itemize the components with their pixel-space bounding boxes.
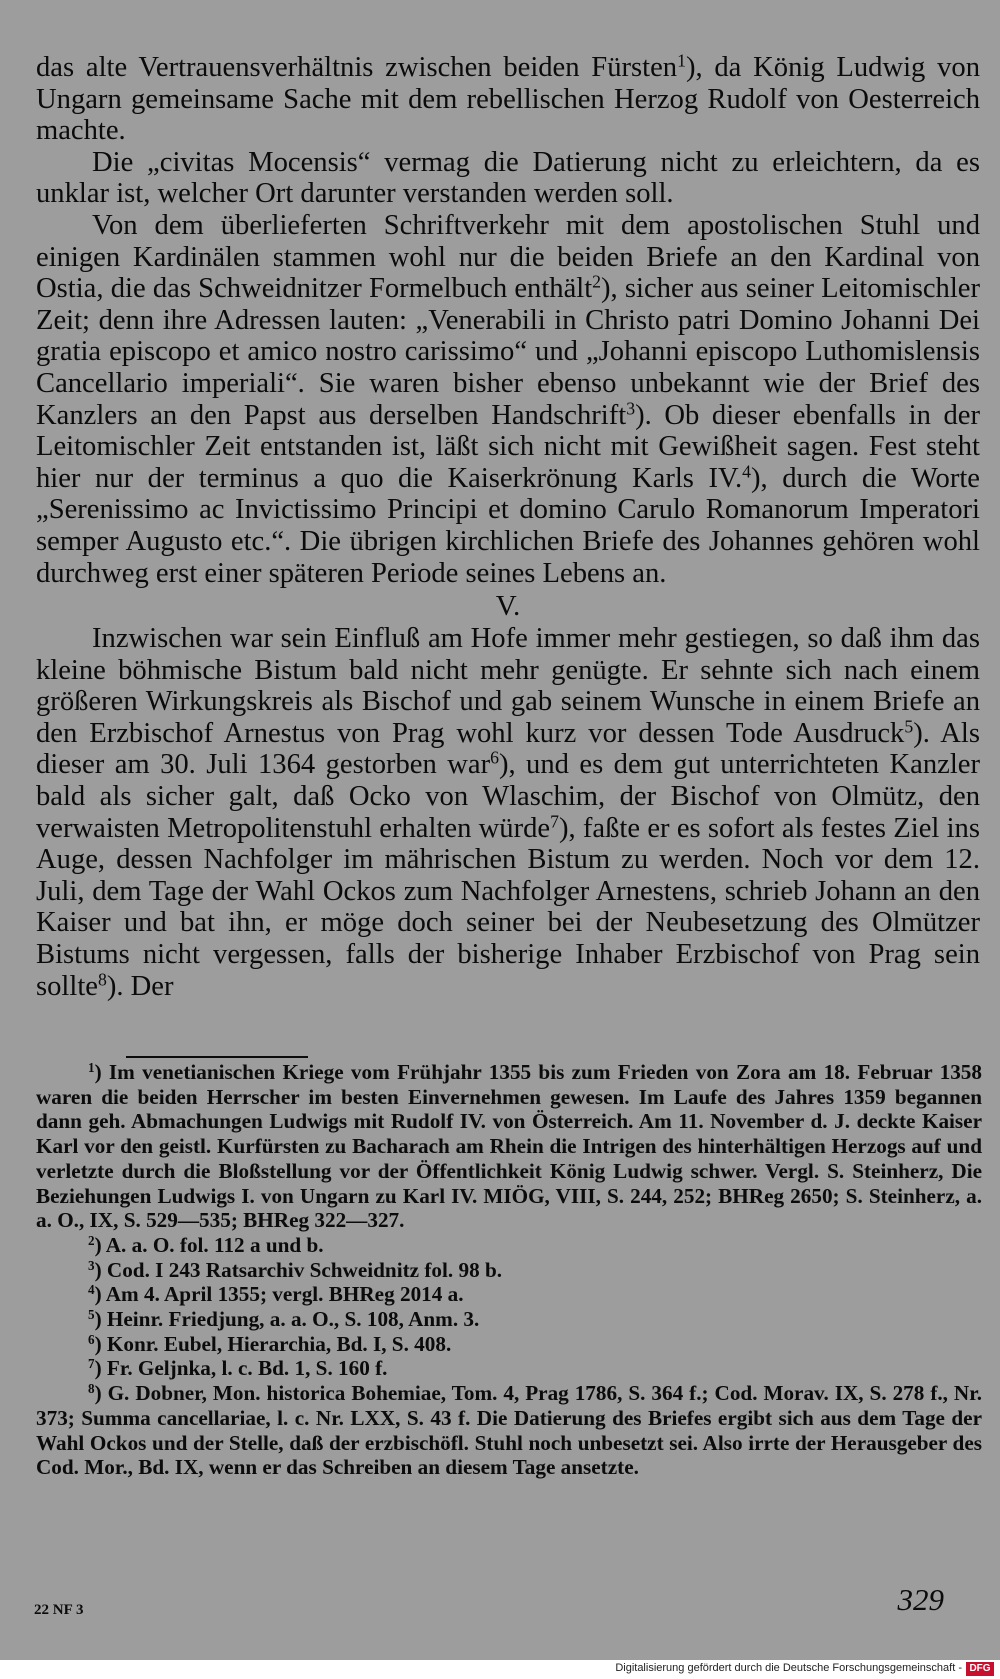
footnote-marker: 5 <box>88 1306 95 1322</box>
dfg-logo-icon: DFG <box>966 1662 994 1676</box>
footnotes <box>36 1060 982 1480</box>
footnote: $^1$) Im venetianischen Kriege vom Frühjahr 1355 bis zum Frieden von Zora am 18. Februar 1358 waren die beiden Herrscher im besten Einvernehmen gewesen. Im Laufe des Jahres 1359 begannen dann geh. Abmachungen Ludwigs mit Rudolf IV. von Österreich. Am 11. November d. J. deckte Kaiser Karl vor den geistl. Kurfürsten zu Bacharach am Rhein die Intrigen des hinterhältigen Herzogs auf und verletzte durch die Bloßstellung vor der Öffentlichkeit König Ludwig schwer. Vergl. S. Steinherz, Die Beziehungen Ludwigs I. von Ungarn zu Karl IV. MIÖG, VIII, S. 244, 252; BHReg 2650; S. Steinherz, a. a. O., IX, S. 529—535; BHReg 322—327. <box>36 1059 982 1233</box>
footnote-marker: 8 <box>88 1380 95 1396</box>
footnote: $^7$) Fr. Geljnka, l. c. Bd. 1, S. 160 f. <box>88 1356 388 1381</box>
section-heading: V. <box>495 590 521 623</box>
main-text <box>36 52 980 1002</box>
footnote-marker: 1 <box>88 1059 95 1075</box>
footnote-marker: 2 <box>88 1232 95 1248</box>
page-number: 329 <box>897 1582 944 1617</box>
footnote-marker: 2 <box>592 271 602 292</box>
paragraph: Von dem überlieferten Schriftverkehr mit dem apostolischen Stuhl und einigen Kardinälen stammen wohl nur die beiden Briefe an den Kardinal von Ostia, die das Schweidnitzer Formelbuch enthält$^2$), sicher aus seiner Leitomischler Zeit; denn ihre Adressen lauten: „Venerabili in Christo patri Domino Johanni Dei gratia episcopo et amico nostro carissimo“ und „Johanni episcopo Luthomislensis Cancellario imperiali“. Sie waren bisher ebenso unbekannt wie der Brief des Kanzlers an den Papst aus derselben Handschrift$^3$). Ob dieser ebenfalls in der Leitomischler Zeit entstanden ist, läßt sich nicht mit Gewißheit sagen. Fest steht hier nur der terminus a quo die Kaiserkrönung Karls IV.$^4$), durch die Worte „Serenissimo ac Invictissimo Principi et domino Carulo Romanorum Imperatori semper Augusto etc.“. Die übrigen kirchlichen Briefe des Johannes gehören wohl durchweg erst einer späteren Periode seines Lebens an. <box>36 209 980 589</box>
digitization-credit: Digitalisierung gefördert durch die Deutsche Forschungsgemeinschaft - <box>615 1662 962 1674</box>
footnote: $^4$) Am 4. April 1355; vergl. BHReg 2014 a. <box>88 1282 464 1307</box>
footnote-marker: 6 <box>490 747 499 768</box>
paragraph: Inzwischen war sein Einfluß am Hofe immer mehr gestiegen, so daß ihm das kleine böhmische Bistum bald nicht mehr genügte. Er sehnte sich nach einem größeren Wirkungskreis als Bischof und gab seinem Wunsche in einem Briefe an den Erzbischof Arnestus von Prag wohl kurz vor dessen Tode Ausdruck$^5$). Als dieser am 30. Juli 1364 gestorben war$^6$), und es dem gut unterrichteten Kanzler bald als sicher galt, daß Ocko von Wlaschim, der Bischof von Olmütz, den verwaisten Metropolitenstuhl erhalten würde$^7$), faßte er es sofort als festes Ziel ins Auge, dessen Nachfolger im mährischen Bistum zu werden. Noch vor dem 12. Juli, dem Tage der Wahl Ockos zum Nachfolger Arnestens, schrieb Johann an den Kaiser und bat ihn, er möge doch seiner bei der Neubesetzung des Olmützer Bistums nicht vergessen, falls der bisherige Inhaber Erzbischof von Prag sein sollte$^8$). Der <box>36 623 980 1002</box>
footnote-marker: 4 <box>88 1282 95 1298</box>
footnote-marker: 4 <box>742 460 751 481</box>
digitization-credit-bar <box>0 1660 1000 1679</box>
footnote-marker: 3 <box>88 1257 95 1273</box>
footnote: $^6$) Konr. Eubel, Hierarchia, Bd. I, S. 408. <box>88 1331 452 1356</box>
footnote-marker: 6 <box>88 1331 95 1347</box>
paragraph: das alte Vertrauensverhältnis zwischen beiden Fürsten$^1$), da König Ludwig von Ungarn gemeinsame Sache mit dem rebellischen Herzog Rudolf von Oesterreich machte. <box>36 50 980 147</box>
footnote: $^2$) A. a. O. fol. 112 a und b. <box>88 1232 324 1257</box>
footnote-marker: 7 <box>88 1356 95 1372</box>
printer-signature: 22 NF 3 <box>34 1602 84 1618</box>
footnote: $^3$) Cod. I 243 Ratsarchiv Schweidnitz fol. 98 b. <box>88 1257 503 1282</box>
footnote-marker: 8 <box>97 968 107 989</box>
footnote-marker: 3 <box>626 397 636 418</box>
footnote-marker: 5 <box>904 716 914 737</box>
footnote-marker: 7 <box>550 810 559 831</box>
footnote-rule <box>126 1056 308 1058</box>
footnote: $^5$) Heinr. Friedjung, a. a. O., S. 108, Anm. 3. <box>88 1306 480 1332</box>
footnote-marker: 1 <box>677 50 686 71</box>
footnote: $^8$) G. Dobner, Mon. historica Bohemiae, Tom. 4, Prag 1786, S. 364 f.; Cod. Morav. IX, S. 278 f., Nr. 373; Summa cancellariae, l. c. Nr. LXX, S. 43 f. Die Datierung des Briefes ergibt sich aus dem Tage der Wahl Ockos und der Stelle, daß der erzbischöfl. Stuhl noch unbesetzt sei. Also irrte der Herausgeber des Cod. Mor., Bd. IX, wenn er das Schreiben an diesem Tage ansetzte. <box>36 1380 982 1480</box>
paragraph: Die „civitas Mocensis“ vermag die Datierung nicht zu erleichtern, da es unklar ist, welcher Ort darunter verstanden werden soll. <box>36 146 980 210</box>
